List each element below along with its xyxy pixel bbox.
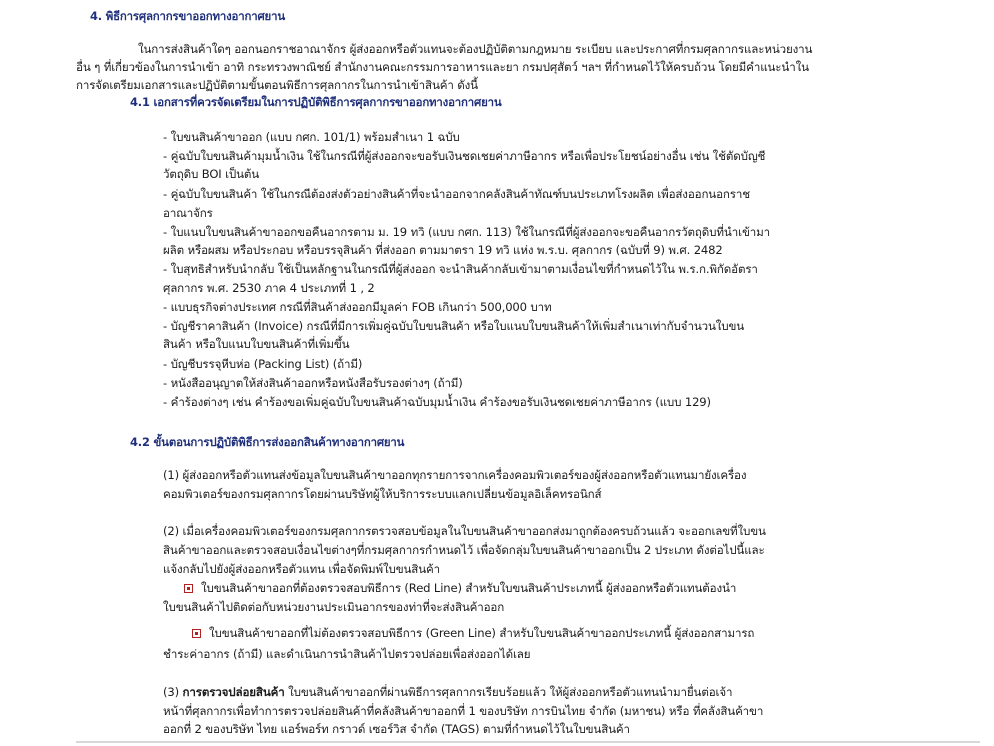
bottom-divider bbox=[76, 741, 980, 743]
step-2-line: (2) เมื่อเครื่องคอมพิวเตอร์ของกรมศุลกากรตรวจสอบข้อมูลในใบขนสินค้าขาออกส่งมาถูกต้องครบถ้วนแล้ว จะออกเลขที่ใบขน bbox=[163, 524, 766, 538]
step-3-text: ใบขนสินค้าขาออกที่ผ่านพิธีการศุลกากรเรียบร้อยแล้ว ให้ผู้ส่งออกหรือตัวแทนนำมายื่นต่อเจ้า bbox=[284, 685, 733, 699]
doc-list-item: - ใบแนบใบขนสินค้าขาออกขอคืนอากรตาม ม. 19 ทวิ (แบบ กศก. 113) ใช้ในกรณีที่ผู้ส่งออกจะขอคืนอากรวัตถุดิบที่นำเข้ามา bbox=[163, 225, 770, 239]
doc-list-item: - บัญชีบรรจุหีบห่อ (Packing List) (ถ้ามี) bbox=[163, 357, 363, 371]
subsection-title-4-2: 4.2 ขั้นตอนการปฏิบัติพิธีการส่งออกสินค้าทางอากาศยาน bbox=[130, 435, 405, 449]
red-line-item bbox=[184, 579, 736, 597]
step-3-line: หน้าที่ศุลกากรเพื่อทำการตรวจปล่อยสินค้าที่คลังสินค้าขาออกที่ 1 ของบริษัท การบินไทย จำกัด (มหาชน) หรือ ที่คลังสินค้าขา bbox=[163, 704, 764, 718]
intro-line: การจัดเตรียมเอกสารและปฏิบัติตามขั้นตอนพิธีการศุลกากรในการนำเข้าสินค้า ดังนี้ bbox=[76, 78, 478, 92]
green-line-item bbox=[192, 624, 754, 642]
doc-list-item: - คู่ฉบับใบขนสินค้ามุมน้ำเงิน ใช้ในกรณีที่ผู้ส่งออกจะขอรับเงินชดเชยค่าภาษีอากร หรือเพื่อประโยชน์อย่างอื่น เช่น ใช้ตัดบัญชี bbox=[163, 149, 766, 163]
doc-list-item: - ใบขนสินค้าขาออก (แบบ กศก. 101/1) พร้อมสำเนา 1 ฉบับ bbox=[163, 130, 460, 144]
bullet-square-icon bbox=[192, 629, 201, 638]
doc-list-item: ผลิต หรือผสม หรือประกอบ หรือบรรจุสินค้า ที่ส่งออก ตามมาตรา 19 ทวิ แห่ง พ.ร.บ. ศุลกากร (ฉบับที่ 9) พ.ศ. 2482 bbox=[163, 243, 723, 257]
step-1-line: (1) ผู้ส่งออกหรือตัวแทนส่งข้อมูลใบขนสินค้าขาออกทุกรายการจากเครื่องคอมพิวเตอร์ของผู้ส่งออกหรือตัวแทนมายังเครื่อง bbox=[163, 468, 747, 482]
doc-list-item: - แบบธุรกิจต่างประเทศ กรณีที่สินค้าส่งออกมีมูลค่า FOB เกินกว่า 500,000 บาท bbox=[163, 300, 552, 314]
red-line-text: ใบขนสินค้าขาออกที่ต้องตรวจสอบพิธีการ (Red Line) สำหรับใบขนสินค้าประเภทนี้ ผู้ส่งออกหรือตัวแทนต้องนำ bbox=[201, 581, 737, 595]
bullet-square-icon bbox=[184, 584, 193, 593]
step-3-heading: การตรวจปล่อยสินค้า bbox=[182, 685, 285, 699]
step-2-line: แจ้งกลับไปยังผู้ส่งออกหรือตัวแทน เพื่อจัดพิมพ์ใบขนสินค้า bbox=[163, 562, 440, 576]
step-2-line: สินค้าขาออกและตรวจสอบเงื่อนไขต่างๆที่กรมศุลกากรกำหนดไว้ เพื่อจัดกลุ่มใบขนสินค้าขาออกเป็น 2 ประเภท ดังต่อไปนี้และ bbox=[163, 543, 765, 557]
green-line-text-cont: ชำระค่าอากร (ถ้ามี) และดำเนินการนำสินค้าไปตรวจปล่อยเพื่อส่งออกได้เลย bbox=[163, 647, 531, 661]
step-3-line bbox=[163, 683, 732, 701]
doc-list-item: - ใบสุทธิสำหรับนำกลับ ใช้เป็นหลักฐานในกรณีที่ผู้ส่งออก จะนำสินค้ากลับเข้ามาตามเงื่อนไขที่กำหนดไว้ใน พ.ร.ก.พิกัดอัตรา bbox=[163, 262, 758, 276]
doc-list-item: ศุลกากร พ.ศ. 2530 ภาค 4 ประเภทที่ 1 , 2 bbox=[163, 281, 375, 295]
subsection-title-4-1: 4.1 เอกสารที่ควรจัดเตรียมในการปฏิบัติพิธีการศุลกากรขาออกทางอากาศยาน bbox=[130, 95, 502, 109]
doc-list-item: อาณาจักร bbox=[163, 206, 213, 220]
step-3-line: ออกที่ 2 ของบริษัท ไทย แอร์พอร์ท กราวด์ เซอร์วิส จำกัด (TAGS) ตามที่กำหนดไว้ในใบขนสินค้า bbox=[163, 722, 630, 736]
step-3-number: (3) bbox=[163, 685, 183, 699]
doc-list-item: - คู่ฉบับใบขนสินค้า ใช้ในกรณีต้องส่งตัวอย่างสินค้าที่จะนำออกจากคลังสินค้าทัณฑ์บนประเภทโรงผลิต เพื่อส่งออกนอกราช bbox=[163, 187, 750, 201]
doc-list-item: สินค้า หรือใบแนบใบขนสินค้าที่เพิ่มขึ้น bbox=[163, 337, 350, 351]
red-line-text-cont: ใบขนสินค้าไปติดต่อกับหน่วยงานประเมินอากรของท่าที่จะส่งสินค้าออก bbox=[163, 600, 505, 614]
doc-list-item: - หนังสืออนุญาตให้ส่งสินค้าออกหรือหนังสือรับรองต่างๆ (ถ้ามี) bbox=[163, 376, 463, 390]
doc-list-item: วัตถุดิบ BOI เป็นต้น bbox=[163, 167, 260, 181]
doc-list-item: - คำร้องต่างๆ เช่น คำร้องขอเพิ่มคู่ฉบับใบขนสินค้าฉบับมุมน้ำเงิน คำร้องขอรับเงินชดเชยค่าภาษีอากร (แบบ 129) bbox=[163, 395, 711, 409]
intro-line: อื่น ๆ ที่เกี่ยวข้องในการนำเข้า อาทิ กระทรวงพาณิชย์ สำนักงานคณะกรรมการอาหารและยา กรมปศุสัตว์ ฯลฯ ที่กำหนดไว้ให้ครบถ้วน โดยมีคำแนะนำใน bbox=[76, 60, 809, 74]
green-line-text: ใบขนสินค้าขาออกที่ไม่ต้องตรวจสอบพิธีการ (Green Line) สำหรับใบขนสินค้าขาออกประเภทนี้ ผู้ส่งออกสามารถ bbox=[209, 626, 755, 640]
intro-line: ในการส่งสินค้าใดๆ ออกนอกราชอาณาจักร ผู้ส่งออกหรือตัวแทนจะต้องปฏิบัติตามกฎหมาย ระเบียบ และประกาศที่กรมศุลกากรและหน่วยงาน bbox=[138, 42, 813, 56]
section-title: 4. พิธีการศุลกากรขาออกทางอากาศยาน bbox=[90, 9, 285, 23]
step-1-line: คอมพิวเตอร์ของกรมศุลกากรโดยผ่านบริษัทผู้ให้บริการระบบแลกเปลี่ยนข้อมูลอิเล็คทรอนิกส์ bbox=[163, 487, 602, 501]
doc-list-item: - บัญชีราคาสินค้า (Invoice) กรณีที่มีการเพิ่มคู่ฉบับใบขนสินค้า หรือใบแนบใบขนสินค้าให้เพิ่มสำเนาเท่ากับจำนวนใบขน bbox=[163, 319, 745, 333]
